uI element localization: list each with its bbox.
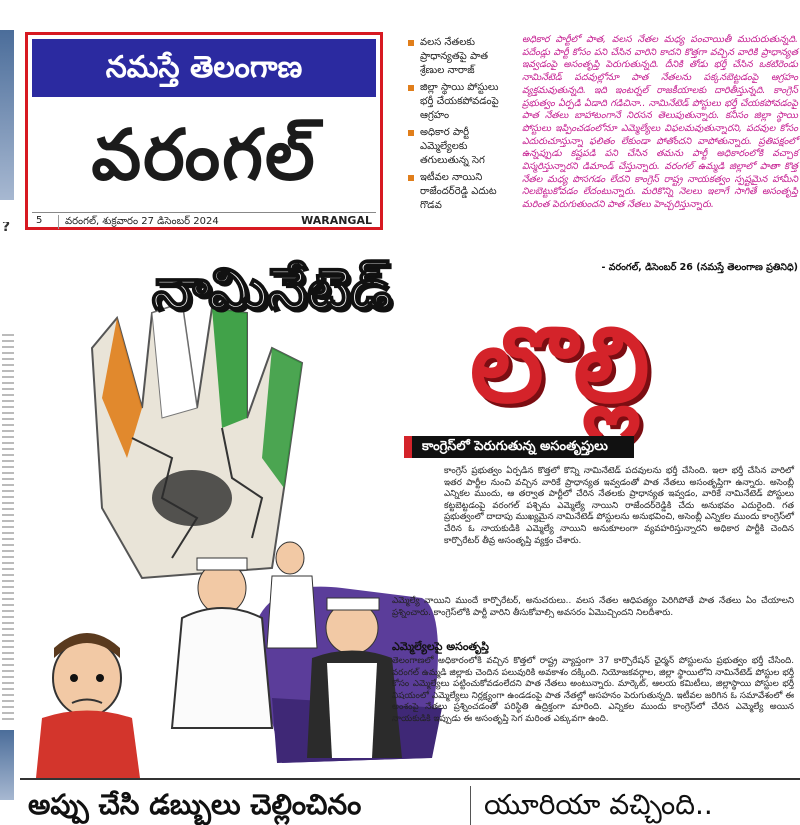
- body-paragraph-2: ఎమ్మెల్యే నాయిని ముందే కార్పొరేటర్, అనుచరులు.. వలస నేతల ఆధిపత్యం పెరిగిపోతే పాత నేతలు ఏం చేయాలని ప్రశ్నించారు. కాంగ్రెస్‌లోకి పార్టీ వారిని తీసుకోవాల్సి అవసరం ఏమొచ్చిందని నిలదీశారు.: [392, 596, 794, 618]
- body-paragraph-3: తెలంగాణలో అధికారంలోకి వచ్చిన కొత్తలో రాష్ట్ర వ్యాప్తంగా 37 కార్పొరేషన్ ఛైర్మన్ పోస్టులను ప్రభుత్వం భర్తీ చేసింది. వరంగల్ ఉమ్మడి జిల్లాకు చెందిన పలువురికి అవకాశం దక్కింది. నియోజకవర్గాల, జిల్లా స్థాయిలోని నామినేటెడ్ పోస్టుల భర్తీ కోసం ఎమ్మెల్యేలు పట్టించుకోవడంలేదని పాత నేతలు అంటున్నారు. మార్కెట్, ఆలయ కమిటీలు, జిల్లాస్థాయి పోస్టుల భర్తీ విషయంలో ఎమ్మెల్యేలు నిర్లక్ష్యంగా ఉండడంపై పాత నేతల్లో అసహనం పెరుగుతున్నది. ఇటీవల జరిగిన ఓ సమావేశంలో ఈ అంశంపై నేతలు ప్రశ్నించడంతో పరిస్థితి ఉద్రిక్తంగా మారింది. ఎన్నికల ముందు కాంగ్రెస్‌లో చేరిన ఎమ్మెల్యే అయిన నాయకుడికి ఇప్పుడు ఈ అసంతృప్తి సెగ మరింత ఎక్కువగా ఉంది.: [392, 656, 794, 724]
- body-paragraph-1: కాంగ్రెస్ ప్రభుత్వం ఏర్పడిన కొత్తలో కొన్ని నామినేటెడ్ పదవులను భర్తీ చేసింది. ఇలా భర్తీ చేసిన వారిలో ఇతర పార్టీల నుంచి వచ్చిన వారికే ప్రాధాన్యత ఇవ్వడంతో పాత నేతలు అసంతృప్తిగా ఉన్నారు. అసెంబ్లీ ఎన్నికల ముందు, ఆ తర్వాత పార్టీలో చేరిన నేతలకు ప్రాధాన్యత ఇవ్వడం, వారికే నామినేటెడ్ పోస్టులు కట్టబెట్టడంపై వరంగల్ పశ్చిమ ఎమ్మెల్యే నాయిని రాజేందర్‌రెడ్డికి చేదు అనుభవం ఎదురైంది. గత ప్రభుత్వంలో దాదాపు ముఖ్యమైన నామినేటెడ్ పోస్టులను అనుభవించి, అసెంబ్లీ ఎన్నికల ముందు కాంగ్రెస్‌లో చేరిన ఓ నాయకుడికి ఎమ్మెల్యే నాయిని అనుకూలంగా వ్యవహరిస్తున్నారని అధికార పార్టీకి చెందిన కార్పొరేటర్ తీవ్ర అసంతృప్తి వ్యక్తం చేశారు.: [444, 466, 794, 546]
- headline-part1: నామినేటెడ్: [152, 257, 392, 322]
- left-column-text-lines: [2, 330, 14, 720]
- bullet-item: ఇటీవల నాయిని రాజేందర్‌రెడ్డి ఎదుట గొడవ: [408, 171, 510, 213]
- left-column-photo-2: [0, 730, 14, 800]
- cracked-hand-icon: [92, 303, 302, 578]
- frustrated-man-figure: [36, 633, 140, 778]
- intro-dateline: - వరంగల్, డిసెంబర్ 26 (నమస్తే తెలంగాణ ప్రతినిధి): [601, 262, 798, 273]
- bullet-item: వలస నేతలకు ప్రాధాన్యతపై పాత శ్రేణుల నారాజ్: [408, 36, 510, 78]
- masthead-city: వరంగల్: [91, 113, 317, 196]
- bottom-left-headline: అప్పు చేసి డబ్బులు చెల్లించినం: [28, 788, 362, 821]
- highlight-bullets: [408, 36, 510, 256]
- kicker-strap: కాంగ్రెస్‌లో పెరుగుతున్న అసంతృప్తులు: [404, 436, 634, 458]
- paper-name: నమస్తే తెలంగాణ: [32, 39, 376, 97]
- bottom-column-separator: [470, 786, 471, 825]
- bullet-item: జిల్లా స్థాయి పోస్టులు భర్తీ చేయకపోవడంపై ఆగ్రహం: [408, 81, 510, 123]
- page-number: 5: [36, 215, 43, 226]
- masthead: [25, 32, 383, 230]
- sub-heading: ఎమ్మెల్యేలపై అసంతృప్తి: [392, 640, 489, 653]
- left-column-photo: [0, 30, 14, 200]
- section-divider: [20, 778, 800, 780]
- left-column-question-mark: ?: [2, 222, 11, 233]
- city-english: WARANGAL: [301, 214, 372, 227]
- intro-paragraph: అధికార పార్టీలో పాత, వలస నేతల మధ్య పంచాయితీ ముదురుతున్నది. పదేండ్లు పార్టీ కోసం పని చేసిన వారిని కాదని కొత్తగా వచ్చిన వారికి ప్రాధాన్యత ఇవ్వడంపై అసంతృప్తి పెరుగుతున్నది. దీనికి తోడు భర్తీ చేసిన ఒకటిరెండు నామినేటెడ్ పదవుల్లోనూ పాత నేతలను పక్కనబెట్టడంపై ఆగ్రహం వ్యక్తమవుతున్నది. ఇది ఇంటర్నల్ రాజకీయాలకు దారితీస్తున్నది. కాంగ్రెస్ ప్రభుత్వం ఏర్పడి ఏడాది గడిచినా.. నామినేటెడ్ పోస్టులు భర్తీ చేయకపోవడంపై పాత నేతలు బాహాటంగానే నిరసన తెలుపుతున్నారు. కనీసం జిల్లా స్థాయి పోస్టులు ఇప్పించడంలోనూ ఎమ్మెల్యేలు విఫలమవుతున్నారని, పదవుల కోసం ఎదురుచూస్తున్నా ఫలితం లేకుండా పోతోందని వాపోతున్నారు. ప్రతిపక్షంలో ఉన్నప్పుడు కష్టపడి పని చేసిన తమను పార్టీ అధికారంలోకి వచ్చాక విస్మరిస్తున్నారని డిమాండ్ చేస్తున్నారు. వరంగల్ ఉమ్మడి జిల్లాలో పాతా కొత్త నేతల మధ్య పొసగడం లేదని కాంగ్రెస్ రాష్ట్ర నాయకత్వం స్పష్టమైన హామీని నిలబెట్టుకోవడం లేదంటున్నారు. మరికొన్ని నెలలు ఇలాగే సాగితే అసంతృప్తి మరింత పెరుగుతుందని పాత నేతలు హెచ్చరిస్తున్నారు.: [522, 34, 798, 211]
- bullet-item: అధికార పార్టీ ఎమ్మెల్యేలకు తగులుతున్న సెగ: [408, 126, 510, 168]
- left-neighbor-column: [0, 30, 18, 790]
- headline-part2: లొల్లి: [470, 303, 650, 426]
- dateline: వరంగల్, శుక్రవారం 27 డిసెంబర్ 2024: [58, 215, 219, 229]
- bottom-right-headline: యూరియా వచ్చింది..: [484, 788, 713, 821]
- masthead-dateline-bar: [32, 212, 376, 229]
